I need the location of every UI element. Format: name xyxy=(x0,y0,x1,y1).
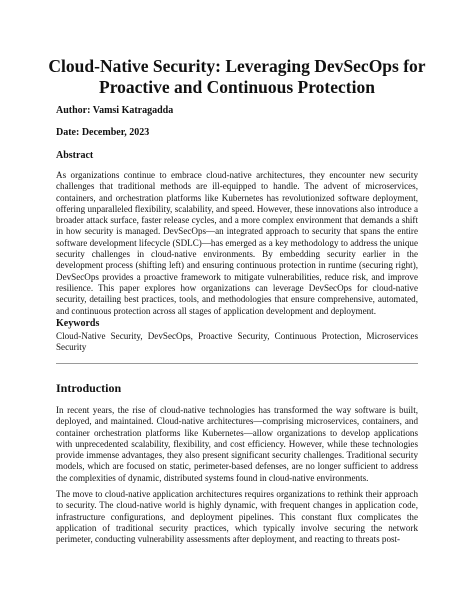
author-line: Author: Vamsi Katragadda xyxy=(56,105,174,116)
keywords-text: Cloud-Native Security, DevSecOps, Proactive Security, Continuous Protection, Microservices Security xyxy=(56,331,418,353)
abstract-text: As organizations continue to embrace cloud-native architectures, they encounter new security challenges that traditional methods are ill-equipped to handle. The advent of microservices, containers, and orchestration platforms like Kubernetes has revolutionized software deployment, offering unparalleled flexibility, scalability, and speed. However, these innovations also introduce a broader attack surface, faster release cycles, and a more complex environment that demands a shift in how security is managed. DevSecOps—an integrated approach to security that spans the entire software development lifecycle (SDLC)—has emerged as a key methodology to address the unique security challenges in cloud-native environments. By embedding security earlier in the development process (shifting left) and ensuring continuous protection in runtime (securing right), DevSecOps provides a proactive framework to mitigate vulnerabilities, reduce risk, and improve resilience. This paper explores how organizations can leverage DevSecOps for cloud-native security, detailing best practices, tools, and methodologies that ensure comprehensive, automated, and continuous protection across all stages of application development and deployment. xyxy=(56,170,418,316)
paper-title xyxy=(40,56,434,98)
title-line-2: Proactive and Continuous Protection xyxy=(99,77,375,97)
introduction-paragraph-2: The move to cloud-native application architectures requires organizations to rethink their approach to security. The cloud-native world is highly dynamic, with frequent changes in application code, infrastructure configurations, and deployment pipelines. This constant flux complicates the application of traditional security practices, which typically involve securing the network perimeter, conducting vulnerability assessments after deployment, and reacting to threats post- xyxy=(56,489,418,545)
section-divider xyxy=(56,363,418,364)
introduction-heading: Introduction xyxy=(56,381,122,395)
introduction-paragraph-1: In recent years, the rise of cloud-native technologies has transformed the way software is built, deployed, and maintained. Cloud-native architectures—comprising microservices, containers, and container orchestration platforms like Kubernetes—allow organizations to develop applications with unprecedented scalability, flexibility, and cost efficiency. However, while these technologies provide immense advantages, they also present significant security challenges. Traditional security models, which are focused on static, perimeter-based defenses, are no longer sufficient to address the complexities of dynamic, distributed systems found in cloud-native environments. xyxy=(56,405,418,483)
keywords-heading: Keywords xyxy=(56,318,100,329)
date-line: Date: December, 2023 xyxy=(56,127,150,138)
title-line-1: Cloud-Native Security: Leveraging DevSecOps for xyxy=(48,56,426,76)
abstract-heading: Abstract xyxy=(56,150,94,161)
